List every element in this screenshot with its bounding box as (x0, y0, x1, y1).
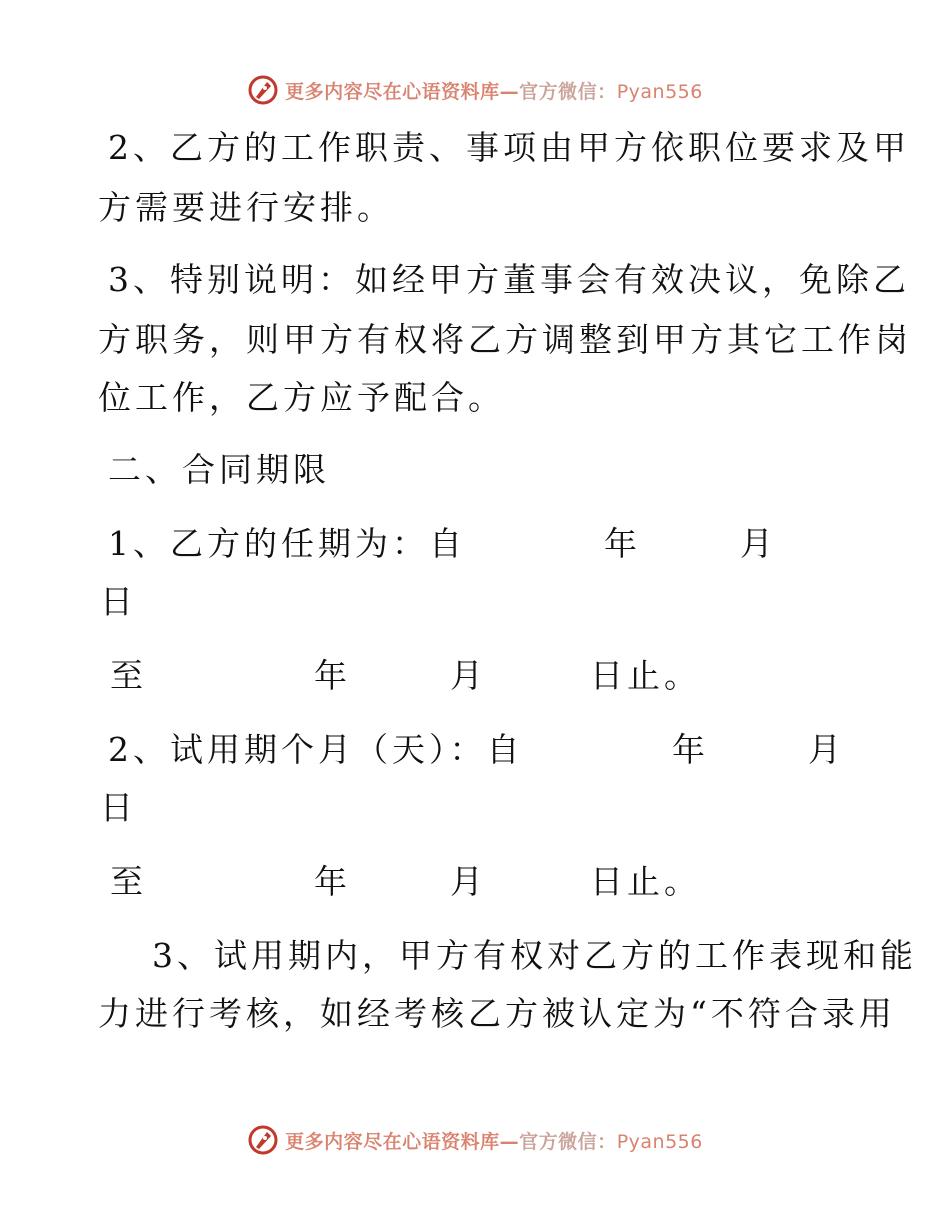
term-to: 至 (110, 656, 143, 695)
paragraph-1-line-1: 2、乙方的工作职责、事项由甲方依职位要求及甲 (108, 128, 910, 167)
trial-start-month: 月 (808, 730, 841, 769)
paragraph-2-line-3: 位工作，乙方应予配合。 (98, 378, 505, 417)
term-label: 1、乙方的任期为：自 (108, 524, 466, 563)
paragraph-5-line-2: 力进行考核，如经考核乙方被认定为“不符合录用 (98, 994, 896, 1033)
trial-end-month: 月 (450, 862, 483, 901)
section-heading-contract-term: 二、合同期限 (108, 450, 330, 489)
header-watermark (0, 70, 950, 110)
watermark-text: 更多内容尽在心语资料库—官方微信：Pyan556 (285, 1130, 703, 1153)
trial-start-year: 年 (672, 730, 705, 769)
term-start-day: 日 (100, 582, 133, 621)
trial-end-day: 日止。 (590, 862, 701, 901)
trial-label: 2、试用期个月（天）：自 (108, 730, 524, 769)
paragraph-1-line-2: 方需要进行安排。 (98, 188, 394, 227)
pen-nib-icon (247, 74, 279, 106)
term-start-month: 月 (740, 524, 773, 563)
term-start-year: 年 (604, 524, 637, 563)
trial-end-year: 年 (314, 862, 347, 901)
term-end-year: 年 (314, 656, 347, 695)
footer-watermark (0, 1120, 950, 1160)
term-end-month: 月 (450, 656, 483, 695)
watermark-text: 更多内容尽在心语资料库—官方微信：Pyan556 (285, 80, 703, 103)
pen-nib-icon (247, 1124, 279, 1156)
trial-to: 至 (110, 862, 143, 901)
paragraph-2-line-1: 3、特别说明：如经甲方董事会有效决议，免除乙 (108, 260, 910, 299)
term-end-day: 日止。 (590, 656, 701, 695)
trial-start-day: 日 (100, 788, 133, 827)
paragraph-5-line-1: 3、试用期内，甲方有权对乙方的工作表现和能 (152, 936, 917, 975)
paragraph-2-line-2: 方职务，则甲方有权将乙方调整到甲方其它工作岗 (98, 320, 912, 359)
